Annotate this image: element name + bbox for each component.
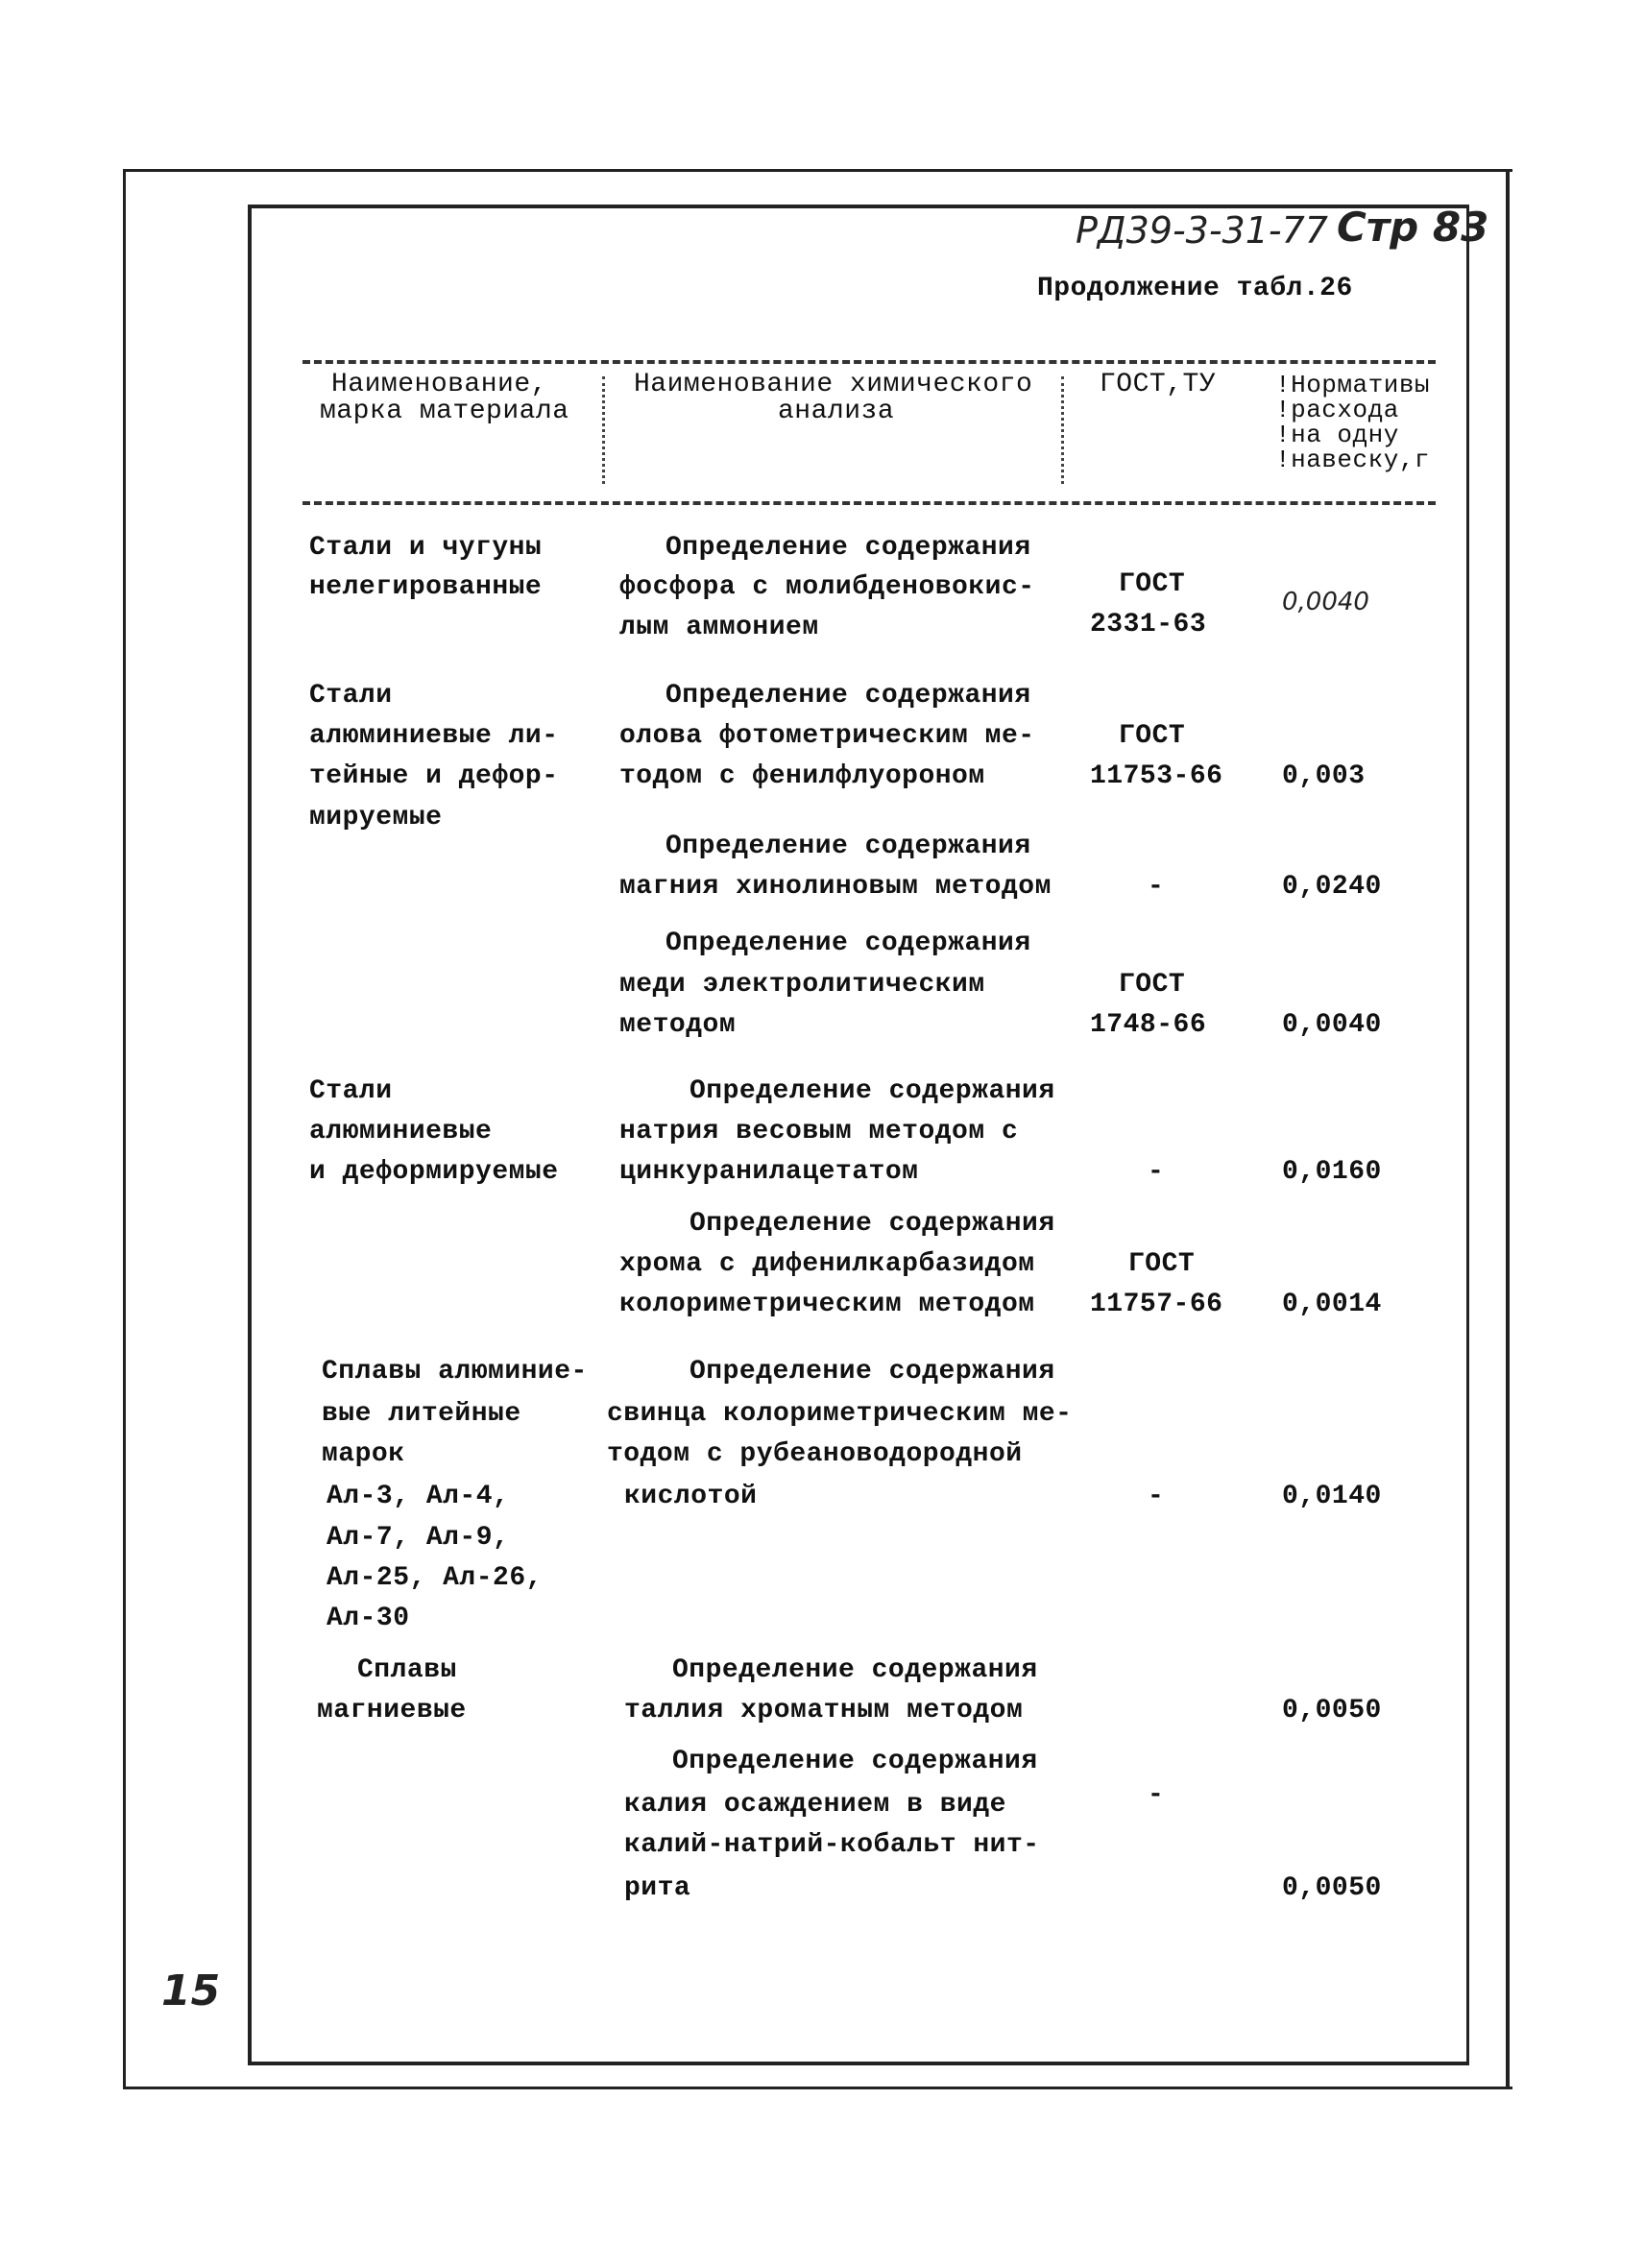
document-code: РД39-3-31-77 — [1076, 209, 1328, 252]
header-bottom-divider — [302, 501, 1436, 505]
column-header-norm: !Нормативы — [1275, 371, 1431, 399]
analysis-cell: меди электролитическим — [619, 970, 985, 1000]
material-cell: Ал-30 — [327, 1604, 410, 1633]
column-header-norm: !на одну — [1275, 421, 1399, 449]
norm-cell: 0,0160 — [1282, 1157, 1382, 1187]
column-separator — [1061, 376, 1064, 484]
outer-frame-left — [123, 169, 126, 2089]
inner-frame-left — [248, 205, 252, 2065]
analysis-cell: таллия хроматным методом — [624, 1696, 1024, 1725]
analysis-cell: колориметрическим методом — [619, 1290, 1035, 1319]
norm-cell: 0,0050 — [1282, 1696, 1382, 1725]
material-cell: мируемые — [309, 803, 443, 832]
analysis-cell: тодом с фенилфлуороном — [619, 761, 985, 791]
material-cell: и деформируемые — [309, 1157, 559, 1187]
material-cell: Сплавы алюминие- — [322, 1357, 588, 1387]
analysis-cell: рита — [624, 1873, 691, 1903]
analysis-cell: Определение содержания — [689, 1209, 1055, 1239]
material-cell: алюминиевые — [309, 1117, 493, 1146]
material-cell: Стали и чугуны — [309, 533, 543, 563]
gost-cell: 1748-66 — [1090, 1010, 1207, 1040]
analysis-cell: тодом с рубеановодородной — [607, 1439, 1023, 1469]
table-continuation-title: Продолжение табл.26 — [1037, 274, 1353, 303]
sheet-number: 15 — [161, 1966, 221, 2015]
gost-cell: ГОСТ — [1119, 721, 1186, 751]
analysis-cell: калия осаждением в виде — [624, 1790, 1006, 1820]
outer-frame-top — [123, 169, 1512, 172]
material-cell: магниевые — [317, 1696, 467, 1725]
analysis-cell: свинца колориметрическим ме- — [607, 1399, 1073, 1429]
norm-cell: 0,0040 — [1282, 1010, 1382, 1040]
gost-cell: - — [1148, 1482, 1165, 1511]
column-header-norm: !навеску,г — [1275, 446, 1431, 474]
column-header-norm: !расхода — [1275, 396, 1399, 424]
analysis-cell: Определение содержания — [665, 533, 1031, 563]
norm-cell: 0,003 — [1282, 761, 1366, 791]
norm-cell: 0,0014 — [1282, 1290, 1382, 1319]
gost-cell: ГОСТ — [1119, 569, 1186, 599]
material-cell: вые литейные — [322, 1399, 521, 1429]
material-cell: Ал-25, Ал-26, — [327, 1563, 543, 1593]
material-cell: Ал-7, Ал-9, — [327, 1523, 510, 1553]
norm-cell: 0,0040 — [1282, 588, 1369, 616]
analysis-cell: Определение содержания — [689, 1357, 1055, 1387]
material-cell: Сплавы — [357, 1655, 457, 1685]
gost-cell: 2331-63 — [1090, 610, 1207, 639]
analysis-cell: олова фотометрическим ме- — [619, 721, 1035, 751]
material-cell: тейные и дефор- — [309, 761, 559, 791]
gost-cell: 11757-66 — [1090, 1290, 1223, 1319]
analysis-cell: Определение содержания — [665, 832, 1031, 861]
inner-frame-bottom — [248, 2062, 1469, 2065]
analysis-cell: калий-натрий-кобальт нит- — [624, 1830, 1040, 1860]
inner-frame-right — [1466, 205, 1469, 2065]
material-cell: Стали — [309, 681, 393, 711]
material-cell: алюминиевые ли- — [309, 721, 559, 751]
inner-frame-top — [248, 205, 1469, 208]
analysis-cell: лым аммонием — [619, 613, 819, 642]
column-header-gost: ГОСТ,ТУ — [1100, 370, 1217, 399]
analysis-cell: магния хинолиновым методом — [619, 872, 1052, 902]
analysis-cell: методом — [619, 1010, 737, 1040]
analysis-cell: Определение содержания — [665, 681, 1031, 711]
page-label: Стр 83 — [1337, 204, 1489, 251]
analysis-cell: Определение содержания — [672, 1655, 1038, 1685]
gost-cell: ГОСТ — [1119, 970, 1186, 1000]
gost-cell: 11753-66 — [1090, 761, 1223, 791]
column-header-material: Наименование, — [331, 370, 547, 399]
outer-frame-right — [1506, 169, 1510, 2089]
material-cell: нелегированные — [309, 572, 543, 602]
header-top-divider — [302, 360, 1436, 364]
gost-cell: ГОСТ — [1128, 1249, 1196, 1279]
column-header-material: марка материала — [320, 397, 569, 426]
analysis-cell: фосфора с молибденовокис- — [619, 572, 1035, 602]
material-cell: марок — [322, 1439, 405, 1469]
column-header-analysis: Наименование химического — [634, 370, 1033, 399]
outer-frame-bottom — [123, 2087, 1512, 2089]
column-header-analysis: анализа — [778, 397, 895, 426]
analysis-cell: цинкуранилацетатом — [619, 1157, 919, 1187]
analysis-cell: Определение содержания — [672, 1747, 1038, 1776]
analysis-cell: Определение содержания — [665, 929, 1031, 958]
norm-cell: 0,0240 — [1282, 872, 1382, 902]
column-separator — [602, 376, 605, 484]
analysis-cell: Определение содержания — [689, 1076, 1055, 1106]
gost-cell: - — [1148, 1157, 1165, 1187]
analysis-cell: хрома с дифенилкарбазидом — [619, 1249, 1035, 1279]
gost-cell: - — [1148, 1780, 1165, 1810]
material-cell: Ал-3, Ал-4, — [327, 1482, 510, 1511]
material-cell: Стали — [309, 1076, 393, 1106]
analysis-cell: натрия весовым методом с — [619, 1117, 1019, 1146]
gost-cell: - — [1148, 872, 1165, 902]
norm-cell: 0,0140 — [1282, 1482, 1382, 1511]
norm-cell: 0,0050 — [1282, 1873, 1382, 1903]
analysis-cell: кислотой — [624, 1482, 758, 1511]
